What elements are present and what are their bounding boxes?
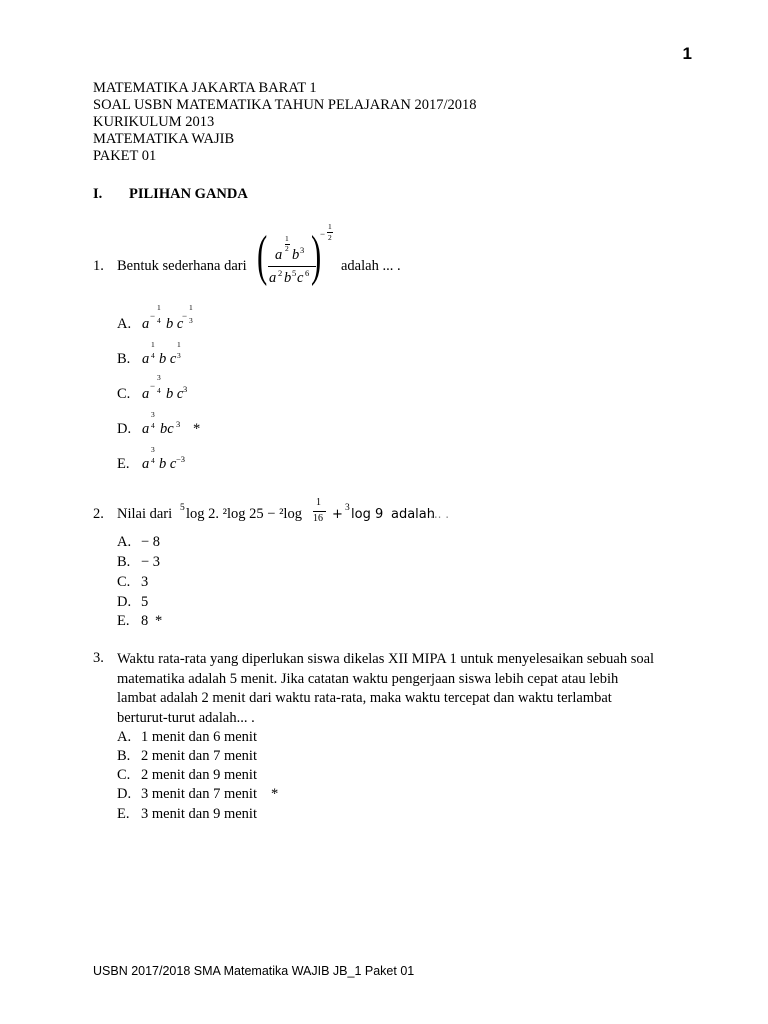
question-number: 1. (93, 258, 104, 274)
right-parenthesis: ) (311, 225, 322, 287)
option-expression: a (142, 351, 150, 367)
question-text-suffix: adalah ... . (341, 258, 401, 274)
option-text: 2 menit dan 9 menit (141, 767, 257, 783)
option-letter: E. (117, 806, 130, 822)
option-value: − 8 (141, 534, 161, 550)
option-text: 3 menit dan 7 menit (141, 786, 257, 802)
page-number: 1 (682, 44, 692, 63)
option-letter: B. (117, 554, 131, 570)
section-title: PILIHAN GANDA (129, 186, 248, 202)
left-parenthesis: ( (257, 225, 268, 287)
answer-marker: * (155, 613, 163, 629)
question-text: Waktu rata-rata yang diperlukan siswa dikelas XII MIPA 1 untuk menyelesaikan sebuah soal matematika adalah 5 menit. Jika catatan waktu pengerjaan siswa lebih cepat atau lebih lambat adalah 2 menit dari waktu rata-rata, maka waktu tercepat dan waktu terlambat berturut-turut adalah... . (117, 651, 655, 726)
numerator: a (275, 247, 283, 263)
option-letter: C. (117, 386, 131, 402)
option-letter: B. (117, 748, 131, 764)
option-letter: C. (117, 767, 131, 783)
option-letter: B. (117, 351, 131, 367)
option-letter: A. (117, 316, 132, 332)
option-expression: a (142, 456, 150, 472)
denominator: a (269, 270, 277, 286)
page-footer: USBN 2017/2018 SMA Matematika WAJIB JB_1 Paket 01 (93, 964, 415, 978)
option-text: 3 menit dan 9 menit (141, 806, 257, 822)
header-line-package: PAKET 01 (93, 148, 157, 164)
header-line-curriculum: KURIKULUM 2013 (93, 114, 215, 130)
header-line-region: MATEMATIKA JAKARTA BARAT 1 (93, 80, 317, 96)
section-heading (93, 186, 248, 203)
question-number: 2. (93, 506, 104, 522)
question-text: Nilai dari (117, 506, 173, 522)
answer-marker: * (193, 421, 201, 437)
question-text-suffix: adalah (391, 507, 436, 522)
question-text: Bentuk sederhana dari (117, 258, 247, 274)
header-line-title: SOAL USBN MATEMATIKA TAHUN PELAJARAN 2017/2018 (93, 97, 477, 113)
option-expression: a (142, 316, 150, 332)
option-letter: D. (117, 786, 132, 802)
question-dots: ... . (430, 507, 450, 521)
option-letter: E. (117, 613, 130, 629)
header-line-subject: MATEMATIKA WAJIB (93, 131, 235, 147)
option-letter: C. (117, 574, 131, 590)
option-value: 3 (141, 574, 149, 590)
option-letter: A. (117, 534, 132, 550)
option-value: 8 (141, 613, 149, 629)
option-expression: a (142, 421, 150, 437)
option-letter: D. (117, 594, 132, 610)
option-text: 2 menit dan 7 menit (141, 748, 257, 764)
answer-marker: * (271, 786, 279, 802)
option-text: 1 menit dan 6 menit (141, 729, 257, 745)
document-header (93, 80, 477, 165)
outer-exponent: − (320, 229, 326, 239)
option-expression: a (142, 386, 150, 402)
question-number: 3. (93, 650, 104, 666)
option-letter: A. (117, 729, 132, 745)
option-letter: D. (117, 421, 132, 437)
option-value: 5 (141, 594, 149, 610)
option-value: − 3 (141, 554, 161, 570)
option-letter: E. (117, 456, 130, 472)
section-number: I. (93, 186, 103, 202)
fraction-bar (268, 266, 316, 267)
